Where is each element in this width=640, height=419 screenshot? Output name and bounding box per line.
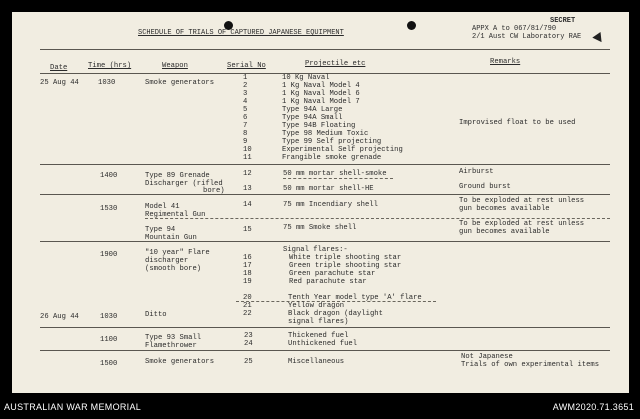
footer-accession-number: AWM2020.71.3651	[552, 402, 634, 412]
header-rule	[40, 49, 610, 50]
row-weapon: Type 93 Small	[145, 334, 202, 342]
projectile-item: Thickened fuel	[288, 332, 349, 340]
serial-number: 15	[243, 226, 252, 234]
projectile-item: Type 98 Medium Toxic	[282, 130, 369, 138]
projectile-item: Frangible smoke grenade	[282, 154, 382, 162]
row-remark: To be exploded at rest unless	[459, 197, 585, 205]
row-time: 1900	[100, 251, 118, 259]
serial-number: 18	[243, 270, 252, 278]
column-serial: Serial No	[227, 62, 266, 70]
projectile-item: 50 mm mortar shell-smoke	[283, 170, 387, 178]
column-weapon: Weapon	[162, 62, 188, 70]
projectile-item: Type 94A Large	[282, 106, 343, 114]
reference-line-2: 2/1 Aust CW Laboratory RAE	[472, 33, 582, 41]
serial-number: 14	[243, 201, 252, 209]
row-weapon: (smooth bore)	[145, 265, 202, 273]
serial-number: 17	[243, 262, 252, 270]
serial-number: 10	[243, 146, 252, 154]
projectile-item: White triple shooting star	[289, 254, 402, 262]
row-remark: Improvised float to be used	[459, 119, 576, 127]
row-weapon: discharger	[145, 257, 189, 265]
row-weapon: Mountain Gun	[145, 234, 197, 242]
row-remark: To be exploded at rest unless	[459, 220, 585, 228]
projectile-item: 1 Kg Naval Model 6	[282, 90, 360, 98]
row-weapon: Type 94	[145, 226, 176, 234]
serial-number: 20	[243, 294, 252, 302]
projectile-item: 10 Kg Naval	[282, 74, 330, 82]
serial-number: 22	[243, 310, 252, 318]
row-remark: Ground burst	[459, 183, 511, 191]
serial-number: 11	[243, 154, 252, 162]
projectile-item: Yellow dragon	[288, 302, 345, 310]
column-time: Time (hrs)	[88, 62, 132, 70]
serial-number: 5	[243, 106, 248, 114]
row-divider	[40, 327, 610, 328]
row-remark: Not Japanese	[461, 353, 513, 361]
serial-number: 9	[243, 138, 248, 146]
projectile-item: Tenth Year model type 'A' flare	[288, 294, 422, 302]
column-date: Date	[50, 64, 68, 72]
serial-number: 6	[243, 114, 248, 122]
row-divider	[40, 164, 610, 165]
dashed-divider	[145, 218, 610, 219]
column-remarks: Remarks	[490, 58, 521, 66]
serial-number: 16	[243, 254, 252, 262]
classification: SECRET	[550, 17, 576, 25]
serial-number: 19	[243, 278, 252, 286]
row-time: 1100	[100, 336, 118, 344]
punch-hole	[407, 21, 416, 30]
projectile-item: 75 mm Smoke shell	[283, 224, 357, 232]
dashed-divider	[283, 178, 393, 179]
row-weapon: Type 89 Grenade	[145, 172, 210, 180]
projectile-item: Experimental Self projecting	[282, 146, 403, 154]
row-weapon: bore)	[203, 187, 225, 195]
serial-number: 8	[243, 130, 248, 138]
row-divider	[40, 241, 610, 242]
row-weapon: Discharger (rifled	[145, 180, 223, 188]
projectile-item: Green triple shooting star	[289, 262, 402, 270]
footer-institution: AUSTRALIAN WAR MEMORIAL	[4, 402, 142, 412]
projectile-item: 1 Kg Naval Model 7	[282, 98, 360, 106]
row-remark: Trials of own experimental items	[461, 361, 600, 369]
row-time: 1030	[98, 79, 116, 87]
projectile-item: Unthickened fuel	[288, 340, 358, 348]
projectile-item: Type 94A Small	[282, 114, 343, 122]
serial-number: 7	[243, 122, 248, 130]
row-remark: gun becomes available	[459, 228, 550, 236]
row-divider	[40, 194, 610, 195]
serial-number: 24	[244, 340, 253, 348]
row-weapon: Smoke generators	[145, 79, 215, 87]
row-date: 26 Aug 44	[40, 313, 79, 321]
row-weapon: Flamethrower	[145, 342, 197, 350]
projectile-item: 75 mm Incendiary shell	[283, 201, 378, 209]
projectile-item: Type 94B Floating	[282, 122, 356, 130]
row-time: 1530	[100, 205, 118, 213]
row-divider	[40, 350, 610, 351]
row-remark: Airburst	[459, 168, 494, 176]
serial-number: 13	[243, 185, 252, 193]
projectile-item: Red parachute star	[289, 278, 367, 286]
row-weapon: "10 year" Flare	[145, 249, 210, 257]
serial-number: 2	[243, 82, 248, 90]
serial-number: 4	[243, 98, 248, 106]
row-remark: gun becomes available	[459, 205, 550, 213]
row-time: 1500	[100, 360, 118, 368]
serial-number: 12	[243, 170, 252, 178]
reference-line-1: APPX A to 067/81/790	[472, 25, 557, 33]
projectile-item: signal flares)	[288, 318, 349, 326]
projectile-item: 50 mm mortar shell-HE	[283, 185, 374, 193]
row-weapon: Model 41	[145, 203, 180, 211]
serial-number: 21	[243, 302, 252, 310]
serial-number: 25	[244, 358, 253, 366]
document-title: SCHEDULE OF TRIALS OF CAPTURED JAPANESE EQUIPMENT	[138, 29, 344, 37]
projectile-item: Black dragon (daylight	[288, 310, 383, 318]
row-weapon: Smoke generators	[145, 358, 215, 366]
row-weapon: Regimental Gun	[145, 211, 206, 219]
row-date: 25 Aug 44	[40, 79, 79, 87]
row-time: 1400	[100, 172, 118, 180]
column-projectile: Projectile etc	[305, 60, 366, 68]
row-weapon: Ditto	[145, 311, 167, 319]
projectile-item: Miscellaneous	[288, 358, 345, 366]
projectile-item: Type 99 Self projecting	[282, 138, 382, 146]
serial-number: 23	[244, 332, 253, 340]
row-time: 1030	[100, 313, 118, 321]
serial-number: 1	[243, 74, 248, 82]
projectile-item: 1 Kg Naval Model 4	[282, 82, 360, 90]
serial-number: 3	[243, 90, 248, 98]
projectile-heading: Signal flares:-	[283, 246, 348, 254]
projectile-item: Green parachute star	[289, 270, 376, 278]
